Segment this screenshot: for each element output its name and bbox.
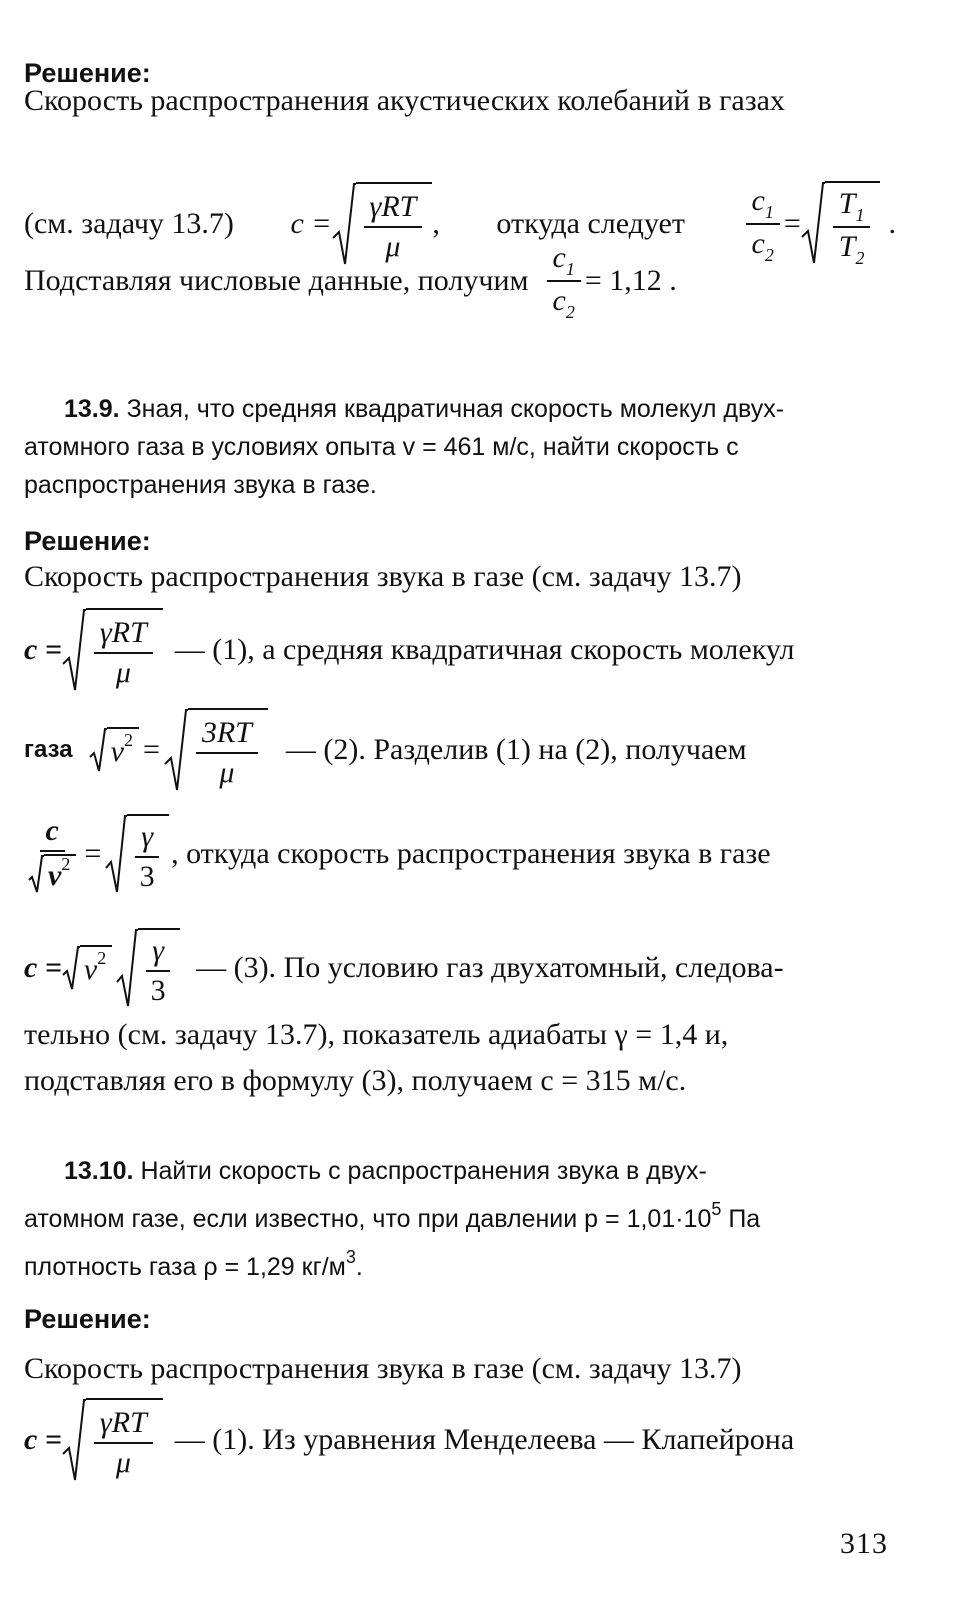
formula-c [24,1398,163,1482]
denominator: $c_2$ [751,227,774,265]
formula-lhs: c = [290,207,332,240]
denominator: 3 [150,974,166,1007]
result-value: = 1,12 . [584,264,677,297]
formula-line [24,806,896,902]
problem-text-line: атомного газа в условиях опыта v = 461 м/с, найти скорость c [24,433,739,461]
text-fragment: Подставляя числовые данные, получим [24,264,529,297]
denominator: μ [115,1446,131,1479]
sqrt-symbol [116,928,180,1008]
text-fragment: Найти скорость c распространения звука в двух- [140,1157,707,1185]
problem-text-line: распространения звука в газе. [24,471,377,499]
equals: = [84,837,102,870]
problem-text-line [24,1247,896,1286]
problem-number: 13.10. [64,1157,134,1185]
denominator: μ [115,656,131,689]
problem-text-line [24,392,896,426]
equals: = [142,733,160,766]
text-line: подставляя его в формулу (3), получаем c = 315 м/с. [24,1064,687,1097]
numerator: γ [135,820,159,858]
equals: = [783,207,801,240]
problem-text-line [24,1154,896,1188]
text-fragment: Па [721,1205,761,1233]
formula-c3 [24,928,180,1008]
problem-number: 13.9. [64,395,120,423]
sqrt-symbol: v 2 [62,945,112,991]
text-line: тельно (см. задачу 13.7), показатель адиабаты γ = 1,4 и, [24,1018,729,1051]
text-fragment: откуда следует [496,207,685,240]
solution-heading: Решение: [24,1304,151,1334]
comma: , [432,207,440,240]
sqrt-symbol: v 2 [89,727,139,773]
sqrt-symbol [105,814,169,894]
formula-line [24,602,896,698]
formula-lhs: c = [24,951,62,984]
numerator: 3RT [196,716,258,754]
solution-heading: Решение: [24,526,151,556]
numerator: γRT [364,190,423,228]
text-fragment: плотность газа ρ = 1,29 кг/м [24,1253,346,1281]
formula-result [543,241,677,321]
denominator: v 2 [28,852,76,894]
text-fragment: — (1), а средняя квадратичная скорость молекул [174,633,795,666]
denominator: $T_2$ [838,230,865,268]
denominator: $c_2$ [552,284,575,322]
text-fragment: . [355,1253,363,1281]
sqrt-symbol [164,708,268,792]
problem-text-line [24,1199,896,1238]
numerator: γRT [94,616,153,654]
solution-heading: Решение: [24,58,151,88]
text-fragment: , откуда скорость распространения звука в газе [171,837,771,870]
numerator: $c_1$ [547,241,581,282]
numerator: γRT [94,1406,153,1444]
sqrt-symbol [62,1398,163,1482]
text-line: Скорость распространения звука в газе (см. задачу 13.7) [24,1352,742,1385]
formula-line [24,920,896,1016]
text-fragment: (см. задачу 13.7) [24,207,234,240]
page-number: 313 [840,1527,888,1560]
text-fragment: атомном газе, если известно, что при давлении p = 1,01·10 [24,1205,712,1233]
formula-line [24,236,896,326]
denominator: 3 [139,860,155,893]
text-line: Скорость распространения звука в газе (см. задачу 13.7) [24,560,742,593]
denominator: μ [219,756,235,789]
numerator: $c_1$ [746,184,780,225]
formula-lhs: c = [24,1423,62,1456]
text-fragment: — (1). Из уравнения Менделеева — Клапейрона [174,1423,795,1456]
period: . [888,207,896,240]
text-fragment: газа [24,736,73,763]
numerator: γ [146,934,170,972]
formula-c [24,608,163,692]
numerator: c [40,814,65,852]
formula-vrms [89,708,268,792]
text-fragment: — (3). По условию газ двухатомный, следова- [196,951,784,984]
denominator: μ [385,230,401,263]
sqrt-symbol [62,608,163,692]
superscript: 3 [345,1247,356,1267]
formula-ratio [24,814,169,894]
formula-line [24,1392,896,1488]
text-line: Скорость распространения акустических колебаний в газах [24,84,785,117]
formula-lhs: c = [24,633,62,666]
numerator: $T_1$ [833,187,871,228]
text-fragment: Зная, что средняя квадратичная скорость молекул двух- [126,395,785,423]
formula-line [24,702,896,798]
superscript: 5 [711,1199,722,1219]
text-fragment: — (2). Разделив (1) на (2), получаем [285,733,747,766]
